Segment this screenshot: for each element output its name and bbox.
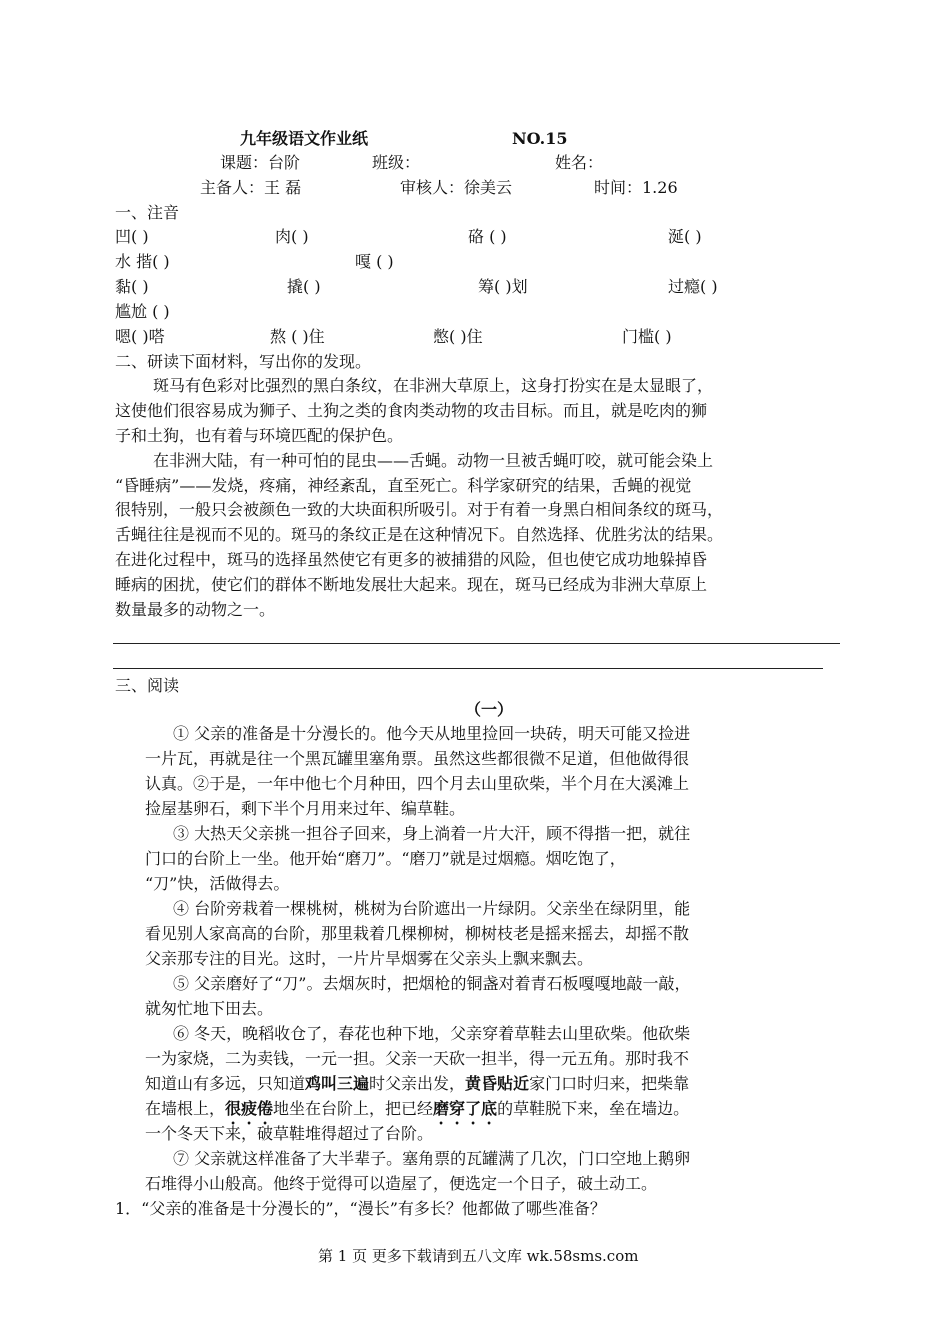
answer-line (113, 643, 840, 644)
text-run: 地坐在台阶上，把已经 (273, 1099, 434, 1118)
passage-line: “昏睡病”——发烧，疼痛，神经紊乱，直至死亡。科学家研究的结果，舌蝇的视觉 (115, 476, 692, 495)
pinyin-item: 涎( ) (668, 227, 702, 246)
emphasized-phrase: 鸡叫三遍 (305, 1074, 370, 1093)
section2-heading: 二、研读下面材料，写出你的发现。 (115, 352, 372, 371)
passage-line: 子和土狗，也有着与环境匹配的保护色。 (115, 426, 404, 445)
pinyin-item: 凹( ) (115, 227, 149, 246)
pinyin-item: 尴尬 ( ) (115, 302, 170, 321)
reading-line: 捡屋基卵石，剩下半个月用来过年、编草鞋。 (145, 799, 466, 818)
reading-line: 门口的台阶上一坐。他开始“磨刀”。“磨刀”就是过烟瘾。烟吃饱了， (145, 849, 626, 868)
reading-line: 石堆得小山般高。他终于觉得可以造屋了，便选定一个日子，破土动工。 (145, 1174, 658, 1193)
reading-line: 一片瓦，再就是往一个黑瓦罐里塞角票。虽然这些都很微不足道，但他做得很 (145, 749, 690, 768)
passage-line: 斑马有色彩对比强烈的黑白条纹，在非洲大草原上，这身打扮实在是太显眼了， (153, 376, 714, 395)
page-title: 九年级语文作业纸 (240, 129, 369, 148)
preparer-label: 主备人：王 磊 (200, 178, 302, 197)
pinyin-item: 门槛( ) (622, 327, 672, 346)
pinyin-item: 嗯( )嗒 (115, 327, 165, 346)
reading-subheading: （一） (465, 700, 514, 719)
pinyin-item: 水 揩( ) (115, 252, 170, 271)
passage-line: 很特别，一般只会被颜色一致的大块面积所吸引。对于有着一身黑白相间条纹的斑马， (115, 500, 724, 519)
text-run: 的草鞋脱下来，垒在墙边。 (497, 1099, 690, 1118)
pinyin-item: 筹( )划 (478, 277, 528, 296)
section1-heading: 一、注音 (115, 203, 180, 222)
pinyin-item: 憋( )住 (433, 327, 483, 346)
emphasized-phrase: 黄昏贴近 (465, 1074, 530, 1093)
emphasized-phrase: 磨穿了底 (433, 1099, 498, 1118)
answer-line (113, 668, 823, 669)
passage-line: 在进化过程中，斑马的选择虽然使它有更多的被捕猎的风险，但也使它成功地躲掉昏 (115, 550, 708, 569)
reading-line: 一个冬天下来，破草鞋堆得超过了台阶。 (145, 1124, 434, 1143)
emphasized-phrase: 很疲倦 (225, 1099, 274, 1118)
pinyin-item: 嘎 ( ) (355, 252, 394, 271)
pinyin-item: 肉( ) (275, 227, 309, 246)
passage-line: 在非洲大陆，有一种可怕的昆虫——舌蝇。动物一旦被舌蝇叮咬，就可能会染上 (153, 451, 714, 470)
time-label: 时间：1.26 (594, 178, 678, 197)
section3-heading: 三、阅读 (115, 676, 180, 695)
name-label: 姓名： (555, 153, 604, 172)
worksheet-number: NO.15 (512, 129, 568, 148)
reading-line: 一为家烧，二为卖钱，一元一担。父亲一天砍一担半，得一元五角。那时我不 (145, 1049, 690, 1068)
pinyin-item: 过瘾( ) (668, 277, 718, 296)
reading-line: ③ 大热天父亲挑一担谷子回来，身上淌着一片大汗，顾不得揩一把，就往 (173, 824, 691, 843)
passage-line: 数量最多的动物之一。 (115, 600, 276, 619)
reading-line: ① 父亲的准备是十分漫长的。他今天从地里捡回一块砖，明天可能又捡进 (173, 724, 691, 743)
reading-line: ④ 台阶旁栽着一棵桃树，桃树为台阶遮出一片绿阴。父亲坐在绿阴里，能 (173, 899, 691, 918)
text-run: 在墙根上， (145, 1099, 226, 1118)
text-run: 家门口时归来，把柴靠 (529, 1074, 690, 1093)
passage-line: 这使他们很容易成为狮子、土狗之类的食肉类动物的攻击目标。而且，就是吃肉的狮 (115, 401, 708, 420)
text-run: 时父亲出发， (369, 1074, 466, 1093)
reading-line: 就匆忙地下田去。 (145, 999, 274, 1018)
reviewer-label: 审核人：徐美云 (400, 178, 513, 197)
topic-label: 课题：台阶 (220, 153, 301, 172)
page-footer: 第 1 页 更多下载请到五八文库 wk.58sms.com (318, 1247, 639, 1265)
reading-line: 认真。②于是，一年中他七个月种田，四个月去山里砍柴，半个月在大溪滩上 (145, 774, 690, 793)
class-label: 班级： (372, 153, 421, 172)
pinyin-item: 熬 ( )住 (270, 327, 325, 346)
reading-line: ⑦ 父亲就这样准备了大半辈子。塞角票的瓦罐满了几次，门口空地上鹅卵 (173, 1149, 691, 1168)
question-1: 1．“父亲的准备是十分漫长的”，“漫长”有多长？他都做了哪些准备？ (115, 1199, 606, 1218)
pinyin-item: 撬( ) (287, 277, 321, 296)
pinyin-item: 硌 ( ) (468, 227, 507, 246)
reading-line (145, 1072, 689, 1096)
passage-line: 睡病的困扰，使它们的群体不断地发展壮大起来。现在，斑马已经成为非洲大草原上 (115, 575, 708, 594)
reading-line: ⑤ 父亲磨好了“刀”。去烟灰时，把烟枪的铜盏对着青石板嘎嘎地敲一敲， (173, 974, 691, 993)
passage-line: 舌蝇往往是视而不见的。斑马的条纹正是在这种情况下。自然选择、优胜劣汰的结果。 (115, 525, 724, 544)
reading-line: ⑥ 冬天，晚稻收仓了，春花也种下地，父亲穿着草鞋去山里砍柴。他砍柴 (173, 1024, 691, 1043)
reading-line: “刀”快，活做得去。 (145, 874, 290, 893)
reading-line: 父亲那专注的目光。这时，一片片旱烟雾在父亲头上飘来飘去。 (145, 949, 594, 968)
text-run: 知道山有多远，只知道 (145, 1074, 306, 1093)
reading-line: 看见别人家高高的台阶，那里栽着几棵柳树，柳树枝老是摇来摇去，却摇不散 (145, 924, 690, 943)
pinyin-item: 黏( ) (115, 277, 149, 296)
